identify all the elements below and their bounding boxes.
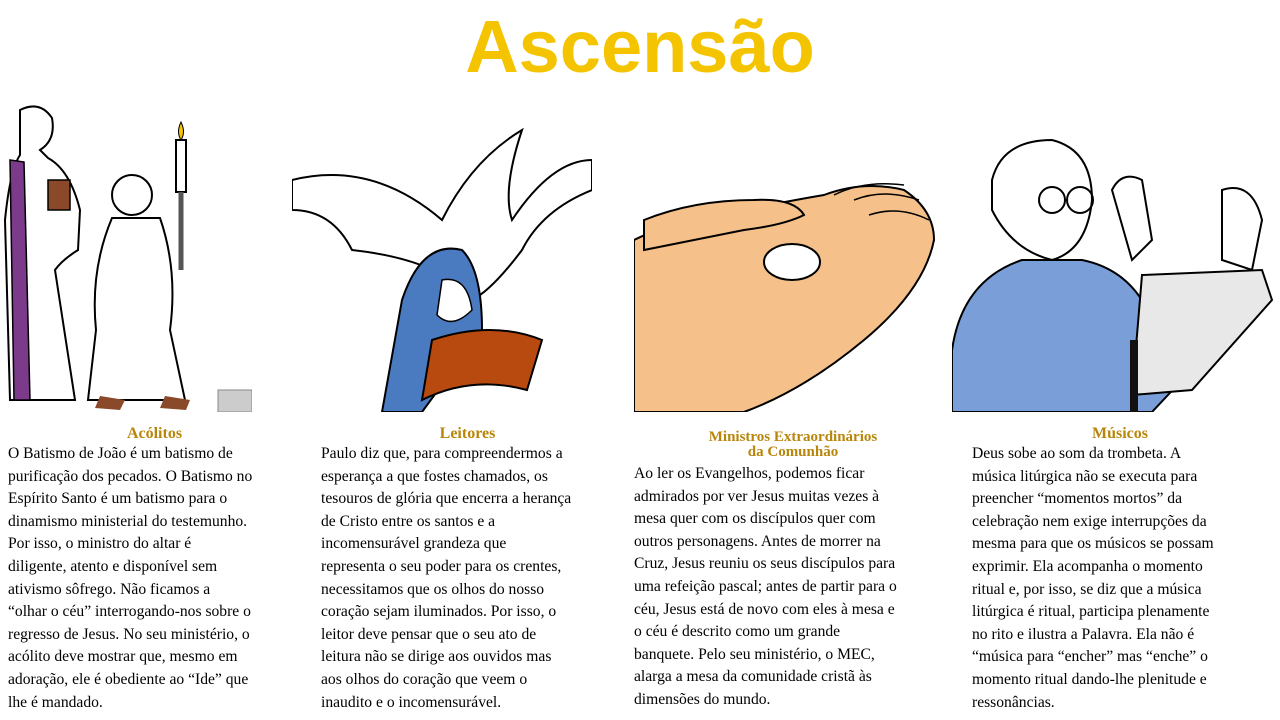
column-acolitos	[8, 424, 301, 714]
text-line: necessitamos que os olhos do nosso	[321, 580, 545, 598]
text-line: regresso de Jesus. No seu ministério, o	[8, 625, 250, 643]
text-line: de Cristo entre os santos e a	[321, 512, 496, 530]
column-musicos	[972, 424, 1268, 714]
text-line: outros personagens. Antes de morrer na	[634, 532, 881, 550]
column-heading-line2: da Comunhão	[747, 444, 839, 460]
text-line: tesouros de glória que encerra a herança	[321, 490, 572, 508]
text-line: diligente, atento e disponível sem	[8, 557, 218, 575]
text-line: Cruz, Jesus reuniu os seus discípulos para	[634, 555, 896, 573]
text-line: música litúrgica não se executa para	[972, 467, 1198, 485]
text-line: dinamismo ministerial do testemunho.	[8, 512, 248, 530]
text-line: admirados por ver Jesus muitas vezes à	[634, 487, 880, 505]
reader-illustration	[292, 100, 592, 412]
column-heading: Músicos	[1092, 425, 1148, 442]
column-heading: Acólitos	[126, 425, 183, 442]
text-line: Ao ler os Evangelhos, podemos ficar	[634, 465, 865, 482]
column-text	[972, 443, 1268, 714]
column-text	[8, 443, 301, 714]
text-line: O Batismo de João é um batismo de	[8, 445, 233, 462]
page-title: Ascensão	[465, 5, 815, 88]
text-line: preencher “momentos mortos” da	[972, 490, 1183, 508]
text-line: banquete. Pelo seu ministério, o MEC,	[634, 645, 875, 663]
text-line: ressonâncias.	[972, 693, 1055, 711]
text-line: momento ritual dando-lhe plenitude e	[972, 670, 1207, 688]
text-line: Espírito Santo é um batismo para o	[8, 490, 228, 508]
text-line: leitor deve pensar que o seu ato de	[321, 625, 537, 643]
hands-illustration	[634, 100, 942, 412]
text-line: coração sejam iluminados. Por isso, o	[321, 603, 557, 621]
text-line: representa o seu poder para os crentes,	[321, 557, 562, 575]
text-line: Paulo diz que, para compreendermos a	[321, 445, 563, 462]
column-heading: Leitores	[439, 425, 496, 442]
column-text	[321, 443, 614, 714]
text-line: dimensões do mundo.	[634, 690, 771, 708]
text-line: acólito deve mostrar que, mesmo em	[8, 648, 238, 666]
column-leitores	[321, 424, 614, 714]
text-line: uma refeição pascal; antes de partir para o	[634, 577, 897, 595]
text-line: incomensurável grandeza que	[321, 535, 507, 553]
text-line: purificação dos pecados. O Batismo no	[8, 467, 253, 485]
text-line: aos olhos do coração que veem o	[321, 670, 528, 688]
acolytes-illustration	[0, 100, 252, 412]
text-line: céu, Jesus está de novo com eles à mesa e	[634, 600, 895, 618]
text-line: esperança a que fostes chamados, os	[321, 467, 548, 485]
text-line: “olhar o céu” interrogando-nos sobre o	[8, 603, 251, 621]
text-line: adoração, ele é obediente ao “Ide” que	[8, 670, 249, 688]
text-line: mesa quer com os discípulos quer com	[634, 510, 876, 528]
text-line: celebração nem exige interrupções da	[972, 512, 1207, 530]
text-line: ativismo sôfrego. Não ficamos a	[8, 580, 211, 598]
text-line: mesma para que os músicos se possam	[972, 535, 1214, 553]
text-line: ritual e, por isso, se diz que a música	[972, 580, 1202, 598]
text-line: inaudito e o incomensurável.	[321, 693, 502, 711]
text-line: exprimir. Ela acompanha o momento	[972, 557, 1203, 575]
text-line: o céu é descrito como um grande	[634, 623, 841, 641]
text-line: Deus sobe ao som da trombeta. A	[972, 445, 1182, 462]
column-heading-line1: Ministros Extraordinários	[708, 429, 878, 445]
text-line: “música para “encher” mas “enche” o	[972, 648, 1208, 666]
column-ministros	[634, 430, 952, 712]
column-text	[634, 463, 952, 712]
musician-illustration	[952, 100, 1280, 412]
text-line: lhe é mandado.	[8, 693, 103, 711]
text-line: leitura não se dirige aos ouvidos mas	[321, 648, 552, 666]
text-line: no rito e ilustra a Palavra. Ela não é	[972, 625, 1195, 643]
text-line: litúrgica é ritual, participa plenamente	[972, 603, 1210, 621]
text-line: Por isso, o ministro do altar é	[8, 535, 192, 553]
text-line: alarga a mesa da comunidade cristã às	[634, 668, 872, 686]
